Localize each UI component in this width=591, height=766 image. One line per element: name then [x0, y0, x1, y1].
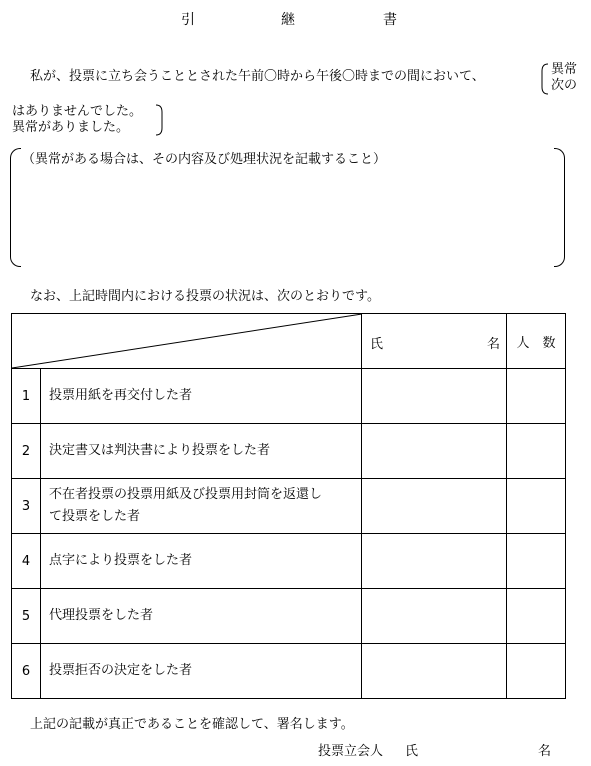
choice-option-a-bottom: 次の: [551, 78, 578, 93]
title-char-2: 継: [281, 12, 295, 28]
signature-name-b: 名: [538, 744, 552, 759]
signature-label: 投票立会人: [318, 744, 384, 759]
notes-box-left-bracket: [10, 148, 21, 267]
row-description: 点字により投票をした者: [41, 534, 362, 589]
header-name-b: 名: [486, 337, 500, 352]
title-char-3: 書: [383, 12, 397, 28]
header-name-a: 氏: [370, 337, 384, 352]
row-count-cell[interactable]: [507, 479, 566, 534]
row-name-cell[interactable]: [362, 589, 507, 644]
row-name-cell[interactable]: [362, 369, 507, 424]
header-diagonal-line: [12, 314, 362, 368]
row-description-line1: 不在者投票の投票用紙及び投票用封筒を返還し: [49, 487, 323, 502]
title-char-1: 引: [181, 12, 195, 28]
row-number: 1: [12, 369, 41, 424]
header-diagonal-cell: [12, 314, 362, 369]
voting-status-table: [11, 313, 566, 699]
choice-bracket-left: [540, 63, 550, 95]
notes-box-label: （異常がある場合は、その内容及び処理状況を記載すること）: [22, 152, 387, 167]
row-name-cell[interactable]: [362, 644, 507, 699]
header-count: 人 数: [507, 314, 566, 369]
row-description: 決定書又は判決書により投票をした者: [41, 424, 362, 479]
table-row: [12, 589, 566, 644]
table-row: [12, 534, 566, 589]
row-name-cell[interactable]: [362, 534, 507, 589]
table-row: [12, 479, 566, 534]
row-description: 投票拒否の決定をした者: [41, 644, 362, 699]
row-count-cell[interactable]: [507, 589, 566, 644]
table-row: [12, 369, 566, 424]
statement-line: 私が、投票に立ち会うこととされた午前〇時から午後〇時までの間において、: [30, 69, 485, 84]
choice-option-b-line2: 異常がありました。: [12, 120, 130, 135]
choice-bracket-right: [154, 104, 164, 136]
row-description: [41, 479, 362, 534]
header-name: [362, 314, 507, 369]
row-count-cell[interactable]: [507, 534, 566, 589]
status-intro: なお、上記時間内における投票の状況は、次のとおりです。: [30, 289, 380, 304]
row-number: 3: [12, 479, 41, 534]
choice-option-b-line1: はありませんでした。: [12, 104, 143, 119]
row-description: 代理投票をした者: [41, 589, 362, 644]
row-count-cell[interactable]: [507, 644, 566, 699]
row-number: 5: [12, 589, 41, 644]
notes-box-right-bracket: [554, 148, 565, 267]
table-row: [12, 644, 566, 699]
row-number: 2: [12, 424, 41, 479]
signature-name-a: 氏: [405, 744, 419, 759]
table-header-row: [12, 314, 566, 369]
choice-option-a-top: 異常: [551, 62, 578, 77]
row-number: 6: [12, 644, 41, 699]
row-name-cell[interactable]: [362, 479, 507, 534]
confirm-statement: 上記の記載が真正であることを確認して、署名します。: [30, 717, 354, 732]
row-description-line2: て投票をした者: [49, 509, 141, 524]
row-name-cell[interactable]: [362, 424, 507, 479]
row-number: 4: [12, 534, 41, 589]
row-count-cell[interactable]: [507, 424, 566, 479]
row-description: 投票用紙を再交付した者: [41, 369, 362, 424]
row-count-cell[interactable]: [507, 369, 566, 424]
table-row: [12, 424, 566, 479]
